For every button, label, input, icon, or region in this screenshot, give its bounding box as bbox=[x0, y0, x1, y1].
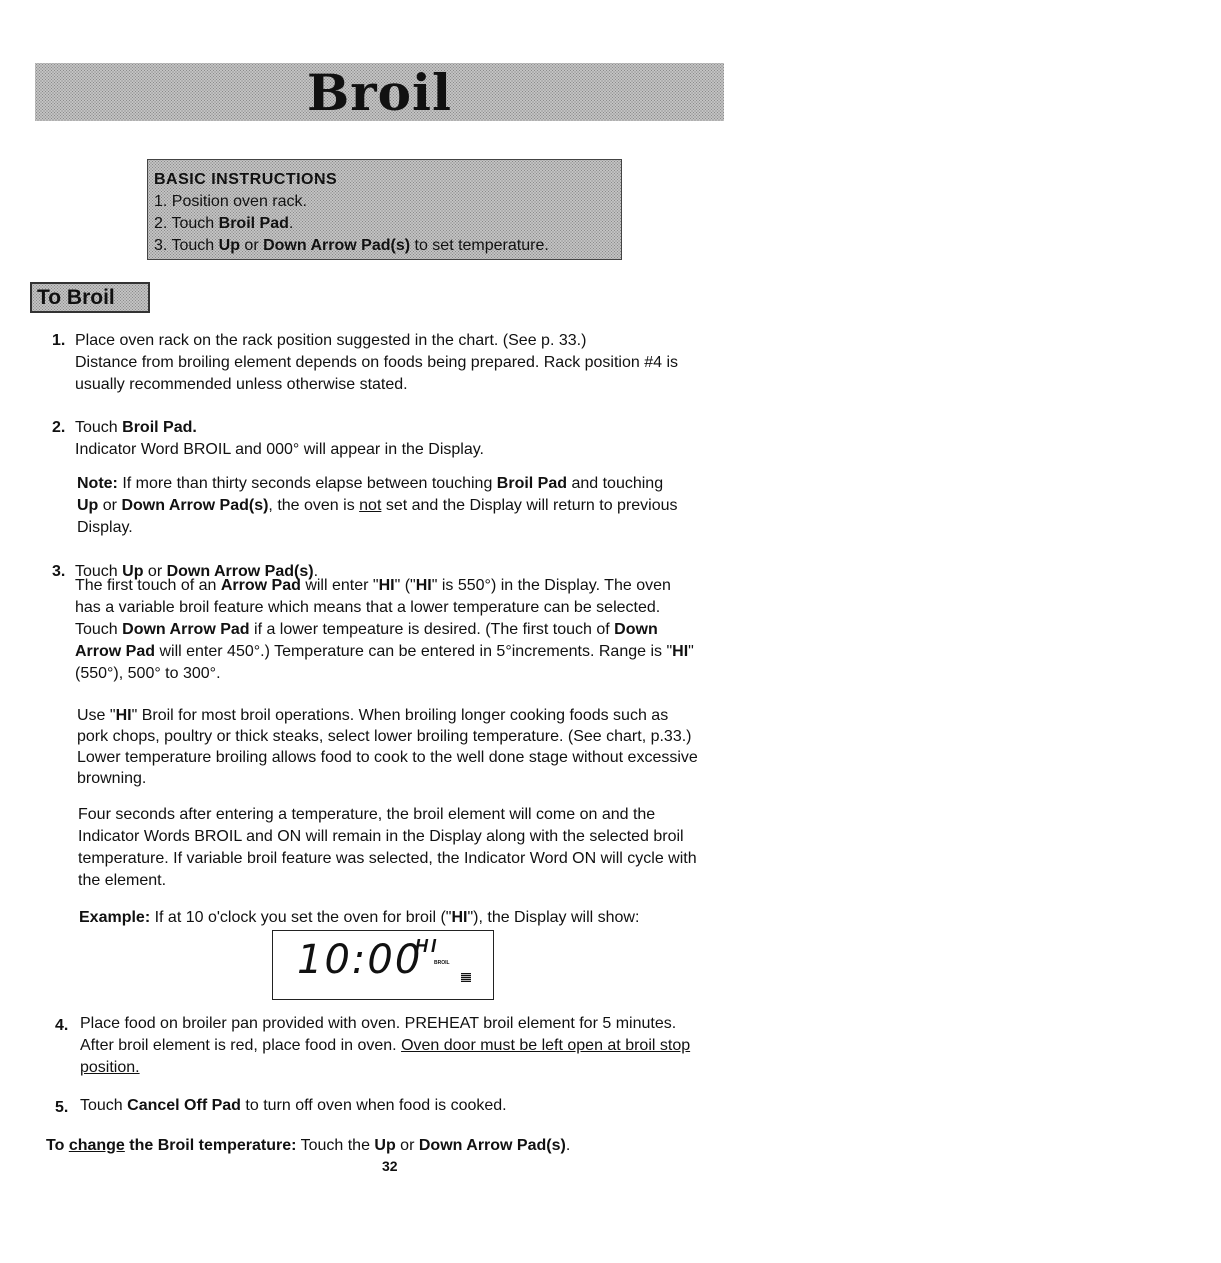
display-on-indicator-icon bbox=[461, 973, 471, 982]
step-2-note-line-1: Note: If more than thirty seconds elapse between touching Broil Pad and touching bbox=[77, 475, 664, 492]
step-2-line-2: Indicator Word BROIL and 000° will appear in the Display. bbox=[75, 441, 484, 458]
page-banner bbox=[35, 63, 724, 121]
step-4-line-2: After broil element is red, place food in oven. Oven door must be left open at broil stop bbox=[80, 1037, 691, 1054]
step-4-number: 4. bbox=[55, 1017, 69, 1034]
basic-step-2: 2. Touch Broil Pad. bbox=[154, 215, 294, 232]
step-3-para-2-line-3: Lower temperature broiling allows food to cook to the well done stage without excessive bbox=[77, 749, 698, 766]
step-1-number: 1. bbox=[52, 332, 66, 349]
oven-display-illustration bbox=[272, 930, 494, 1000]
step-3-para-3-line-3: temperature. If variable broil feature was selected, the Indicator Word ON will cycle with bbox=[78, 850, 697, 867]
step-3-line-1: Touch Up or Down Arrow Pad(s). bbox=[75, 563, 319, 580]
step-3-para-1-line-1: The first touch of an Arrow Pad will enter "HI" ("HI" is 550°) in the Display. The oven bbox=[75, 577, 671, 594]
basic-instructions-heading: BASIC INSTRUCTIONS bbox=[154, 171, 338, 188]
basic-step-1: 1. Position oven rack. bbox=[154, 193, 307, 210]
step-2-number: 2. bbox=[52, 419, 66, 436]
step-3-para-3-line-2: Indicator Words BROIL and ON will remain in the Display along with the selected broil bbox=[78, 828, 684, 845]
step-1-line-1: Place oven rack on the rack position suggested in the chart. (See p. 33.) bbox=[75, 332, 587, 349]
step-4-line-3: position. bbox=[80, 1059, 140, 1076]
step-2-note-line-3: Display. bbox=[77, 519, 133, 536]
step-2-note-line-2: Up or Down Arrow Pad(s), the oven is not set and the Display will return to previous bbox=[77, 497, 678, 514]
page-number: 32 bbox=[382, 1158, 398, 1174]
step-3-para-1-line-3: Touch Down Arrow Pad if a lower tempeature is desired. (The first touch of Down bbox=[75, 621, 658, 638]
basic-instructions-box bbox=[147, 159, 622, 260]
basic-step-3: 3. Touch Up or Down Arrow Pad(s) to set temperature. bbox=[154, 237, 549, 254]
step-3-example-line: Example: If at 10 o'clock you set the oven for broil ("HI"), the Display will show: bbox=[79, 909, 640, 926]
step-2-line-1: Touch Broil Pad. bbox=[75, 419, 197, 436]
step-3-para-1-line-5: (550°), 500° to 300°. bbox=[75, 665, 221, 682]
step-3-para-3-line-4: the element. bbox=[78, 872, 167, 889]
step-3-para-1-line-4: Arrow Pad will enter 450°.) Temperature can be entered in 5°increments. Range is "HI" bbox=[75, 643, 694, 660]
display-temperature-readout: HI bbox=[415, 936, 439, 956]
change-temperature-line: To change the Broil temperature: Touch the Up or Down Arrow Pad(s). bbox=[46, 1137, 571, 1154]
display-broil-indicator: BROIL bbox=[434, 960, 450, 966]
step-1-line-2: Distance from broiling element depends on foods being prepared. Rack position #4 is bbox=[75, 354, 679, 371]
step-3-para-2-line-1: Use "HI" Broil for most broil operations. When broiling longer cooking foods such as bbox=[77, 707, 669, 724]
step-3-para-2-line-2: pork chops, poultry or thick steaks, select lower broiling temperature. (See chart, p.33.) bbox=[77, 728, 692, 745]
display-time-readout: 10:00 bbox=[297, 937, 423, 983]
step-1-line-3: usually recommended unless otherwise stated. bbox=[75, 376, 408, 393]
step-5-line: Touch Cancel Off Pad to turn off oven when food is cooked. bbox=[80, 1097, 507, 1114]
step-5-number: 5. bbox=[55, 1099, 69, 1116]
step-3-para-2-line-4: browning. bbox=[77, 770, 147, 787]
step-3-para-3-line-1: Four seconds after entering a temperature, the broil element will come on and the bbox=[78, 806, 656, 823]
step-3-number: 3. bbox=[52, 563, 66, 580]
step-4-line-1: Place food on broiler pan provided with oven. PREHEAT broil element for 5 minutes. bbox=[80, 1015, 677, 1032]
page-title: Broil bbox=[307, 62, 452, 122]
step-3-para-1-line-2: has a variable broil feature which means that a lower temperature can be selected. bbox=[75, 599, 661, 616]
section-heading-to-broil: To Broil bbox=[30, 282, 150, 313]
